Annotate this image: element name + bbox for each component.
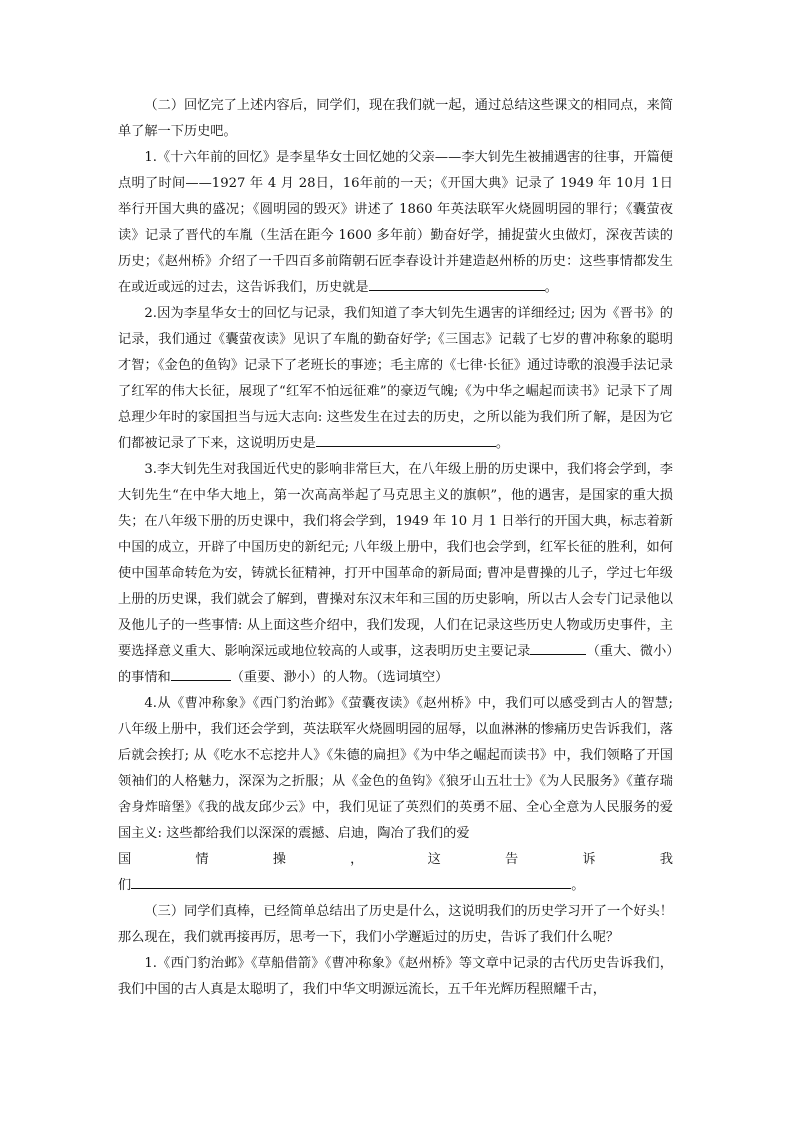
paragraph-4-end: 。 [571, 878, 585, 893]
paragraph-4-spread-line [118, 847, 673, 873]
spread-char: 操 [272, 852, 286, 867]
paragraph-3-text: 3.李大钊先生对我国近代史的影响非常巨大，在八年级上册的历史课中，我们将会学到，李大钊先生“在中华大地上，第一次高高举起了马克思主义的旗帜”，他的遇害，是国家的重大损失；在八年级下册的历史课中，我们将会学到，1949 年 10 月 1 日举行的开国大典，标志着新中国的成立，开辟了中国历史的新纪元; 八年级上册中，我们也会学到，红军长征的胜利，如何使中国革命转危为安，铸就长征精神，打开中国革命的新局面; 曹冲是曹操的儿子，学过七年级上册的历史课，我们就会了解到，曹操对东汉末年和三国的历史影响，所以古人会专门记录他以及他儿子的一些事情: 从上面这些介绍中，我们发现，人们在记录这些历史人物或历史事件，主要选择意义重大、影响深远或地位较高的人或事，这表明历史主要记录 [118, 462, 673, 659]
question-1: 1.《西门豹治邺》《草船借箭》《曹冲称象》《赵州桥》等文章中记录的古代历史告诉我们，我们中国的古人真是太聪明了，我们中华文明源远流长，五千年光辉历程照耀千古， [118, 956, 673, 997]
spread-char: 这 [427, 852, 441, 867]
paragraph-1 [118, 145, 673, 301]
spread-char: 诉 [582, 852, 596, 867]
paragraph-4-last: 们 [118, 878, 132, 893]
paragraph-1-end: 。 [544, 280, 558, 295]
answer-blank-4[interactable] [171, 666, 231, 681]
spread-char: 情 [195, 852, 209, 867]
spread-char: ， [350, 852, 364, 867]
paragraph-3 [118, 457, 673, 691]
paragraph-1-text: 1.《十六年前的回忆》是李星华女士回忆她的父亲——李大钊先生被捕遇害的往事，开篇便点明了时间——1927 年 4 月 28日，16年前的一天；《开国大典》记录了 1949 年 10月 1日举行开国大典的盛况；《圆明园的毁灭》讲述了 1860 年英法联军火烧圆明园的罪行；《囊萤夜读》记录了晋代的车胤（生活在距今 1600 多年前）勤奋好学，捕捉萤火虫做灯，深夜苦读的历史；《赵州桥》介绍了一千四百多前隋朝石匠李春设计并建造赵州桥的历史：这些事情都发生在或近或远的过去，这告诉我们，历史就是 [118, 150, 673, 295]
spread-char: 告 [504, 852, 519, 867]
answer-blank-2[interactable] [316, 432, 496, 447]
paragraph-4-text: 4.从《曹冲称象》《西门豹治邺》《萤囊夜读》《赵州桥》中，我们可以感受到古人的智慧; 八年级上册中，我们还会学到，英法联军火烧圆明园的屈辱，以血淋淋的惨痛历史告诉我们，落后就会挨打; 从《吃水不忘挖井人》《朱德的扁担》《为中华之崛起而读书》中，我们领略了开国领袖们的人格魅力，深深为之折服；从《金色的鱼钩》《狼牙山五壮士》《为人民服务》《董存瑞舍身炸暗堡》《我的战友邱少云》中，我们见证了英烈们的英勇不屈、全心全意为人民服务的爱国主义: 这些都给我们以深深的震撼、启迪，陶冶了我们的爱 [118, 696, 673, 841]
answer-blank-3[interactable] [530, 640, 586, 655]
answer-blank-5[interactable] [131, 874, 571, 889]
paragraph-4 [118, 691, 673, 847]
answer-blank-1[interactable] [369, 276, 545, 291]
paragraph-2 [118, 301, 673, 457]
document-page [118, 93, 673, 1003]
paragraph-2-text: 2.因为李星华女士的回忆与记录，我们知道了李大钊先生遇害的详细经过; 因为《晋书》的记录，我们通过《囊萤夜读》见识了车胤的勤奋好学;《三国志》记载了七岁的曹冲称象的聪明才智；《金色的鱼钩》记录下了老班长的事迹；毛主席的《七律·长征》通过诗歌的浪漫手法记录了红军的伟大长征，展现了“红军不怕远征难”的豪迈气魄;《为中华之崛起而读书》记录下了周总理少年时的家国担当与远大志向: 这些发生在过去的历史，之所以能为我们所了解，是因为它们都被记录了下来，这说明历史是 [118, 306, 673, 451]
paragraph-4-last-line [118, 873, 673, 899]
section-three-intro: （三）同学们真棒，已经简单总结出了历史是什么，这说明我们的历史学习开了一个好头！那么现在，我们就再接再厉，思考一下，我们小学邂逅过的历史，告诉了我们什么呢？ [118, 904, 673, 945]
paragraph-3-mid: （重大、微小）的事情和 [118, 644, 674, 685]
spread-char: 国 [118, 852, 132, 867]
paragraph-2-end: 。 [495, 436, 509, 451]
section-two-intro: （二）回忆完了上述内容后，同学们，现在我们就一起，通过总结这些课文的相同点，来简单了解一下历史吧。 [118, 98, 673, 139]
paragraph-3-end: （重要、渺小）的人物。（选词填空） [230, 670, 449, 685]
spread-char: 我 [659, 852, 673, 867]
